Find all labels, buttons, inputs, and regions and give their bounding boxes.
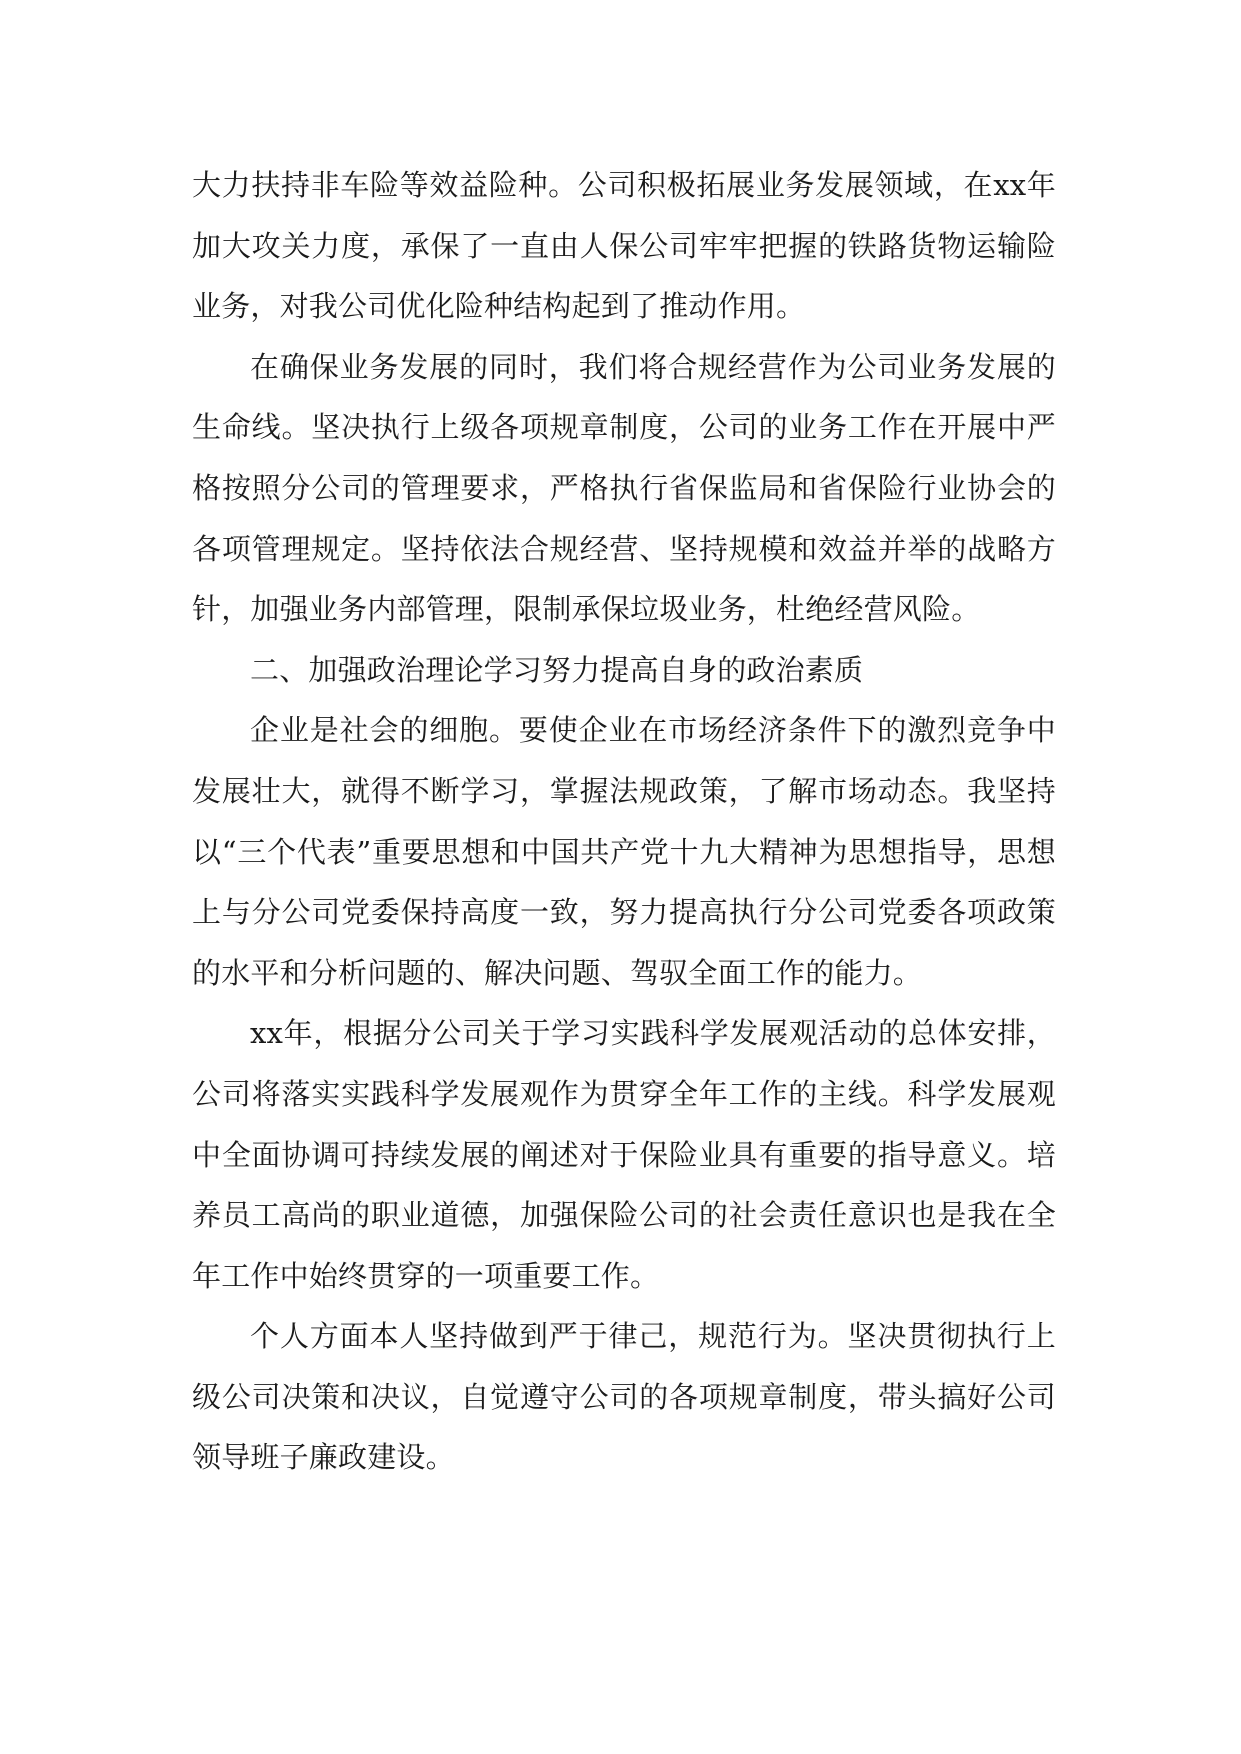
document-body <box>192 155 1056 1488</box>
section-heading-political-study: 二、加强政治理论学习努力提高自身的政治素质 <box>250 652 864 687</box>
paragraph-business-expansion: 大力扶持非车险等效益险种。公司积极拓展业务发展领域，在xx年加大攻关力度，承保了一直由人保公司牢牢把握的铁路货物运输险业务，对我公司优化险种结构起到了推动作用。 <box>192 168 1056 324</box>
paragraph-enterprise-learning: 企业是社会的细胞。要使企业在市场经济条件下的激烈竞争中发展壮大，就得不断学习，掌握法规政策，了解市场动态。我坚持以“三个代表”重要思想和中国共产党十九大精神为思想指导，思想上与分公司党委保持高度一致，努力提高执行分公司党委各项政策的水平和分析问题的、解决问题、驾驭全面工作的能力。 <box>192 713 1056 990</box>
paragraph-compliance: 在确保业务发展的同时，我们将合规经营作为公司业务发展的生命线。坚决执行上级各项规章制度，公司的业务工作在开展中严格按照分公司的管理要求，严格执行省保监局和省保险行业协会的各项管理规定。坚持依法合规经营、坚持规模和效益并举的战略方针，加强业务内部管理，限制承保垃圾业务，杜绝经营风险。 <box>192 349 1056 627</box>
paragraph-personal-conduct: 个人方面本人坚持做到严于律己，规范行为。坚决贯彻执行上级公司决策和决议，自觉遵守公司的各项规章制度，带头搞好公司领导班子廉政建设。 <box>192 1319 1056 1475</box>
paragraph-scientific-development: xx年，根据分公司关于学习实践科学发展观活动的总体安排，公司将落实实践科学发展观作为贯穿全年工作的主线。科学发展观中全面协调可持续发展的阐述对于保险业具有重要的指导意义。培养员工高尚的职业道德，加强保险公司的社会责任意识也是我在全年工作中始终贯穿的一项重要工作。 <box>192 1016 1056 1293</box>
